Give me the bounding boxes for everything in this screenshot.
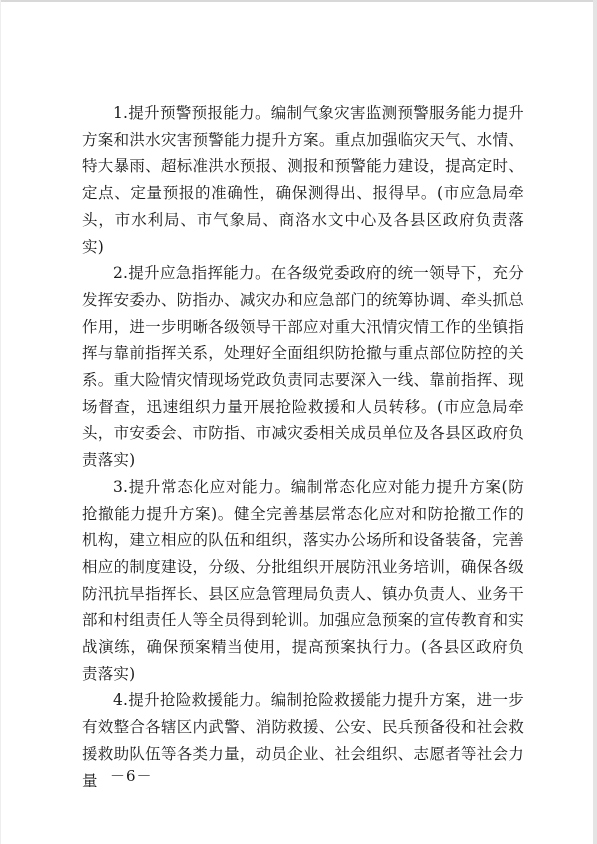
document-body — [82, 100, 524, 794]
paragraph-rescue-capability: 4.提升抢险救援能力。编制抢险救援能力提升方案，进一步有效整合各辖区内武警、消防救援、公安、民兵预备役和社会救援救助队伍等各类力量，动员企业、社会组织、志愿者等社会力量 — [82, 691, 524, 790]
paragraph-normalized-response: 3.提升常态化应对能力。编制常态化应对能力提升方案(防抢撤能力提升方案)。健全完善基层常态化应对和防抢撤工作的机构，建立相应的队伍和组织，落实办公场所和设备装备，完善相应的制度建设，分级、分批组织开展防汛业务培训，确保各级防汛抗旱指挥长、县区应急管理局负责人、镇办负责人、业务干部和村组责任人等全员得到轮训。加强应急预案的宣传教育和实战演练，确保预案精当使用，提高预案执行力。(各县区政府负责落实) — [82, 477, 524, 683]
paragraph-emergency-command: 2.提升应急指挥能力。在各级党委政府的统一领导下，充分发挥安委办、防指办、减灾办和应急部门的统筹协调、牵头抓总作用，进一步明晰各级领导干部应对重大汛情灾情工作的坐镇指挥与靠前指挥关系，处理好全面组织防抢撤与重点部位防控的关系。重大险情灾情现场党政负责同志要深入一线、靠前指挥、现场督查，迅速组织力量开展抢险救援和人员转移。(市应急局牵头，市安委会、市防指、市减灾委相关成员单位及各县区政府负责落实) — [82, 264, 524, 470]
page-edge-top — [0, 0, 597, 2]
page-number: －6－ — [110, 767, 153, 785]
paragraph-early-warning: 1.提升预警预报能力。编制气象灾害监测预警服务能力提升方案和洪水灾害预警能力提升方案。重点加强临灾天气、水情、特大暴雨、超标准洪水预报、测报和预警能力建设，提高定时、定点、定量预报的准确性，确保测得出、报得早。(市应急局牵头，市水利局、市气象局、商洛水文中心及各县区政府负责落实) — [82, 104, 524, 256]
page-edge-left — [0, 0, 1, 844]
page-edge-right — [593, 0, 597, 844]
